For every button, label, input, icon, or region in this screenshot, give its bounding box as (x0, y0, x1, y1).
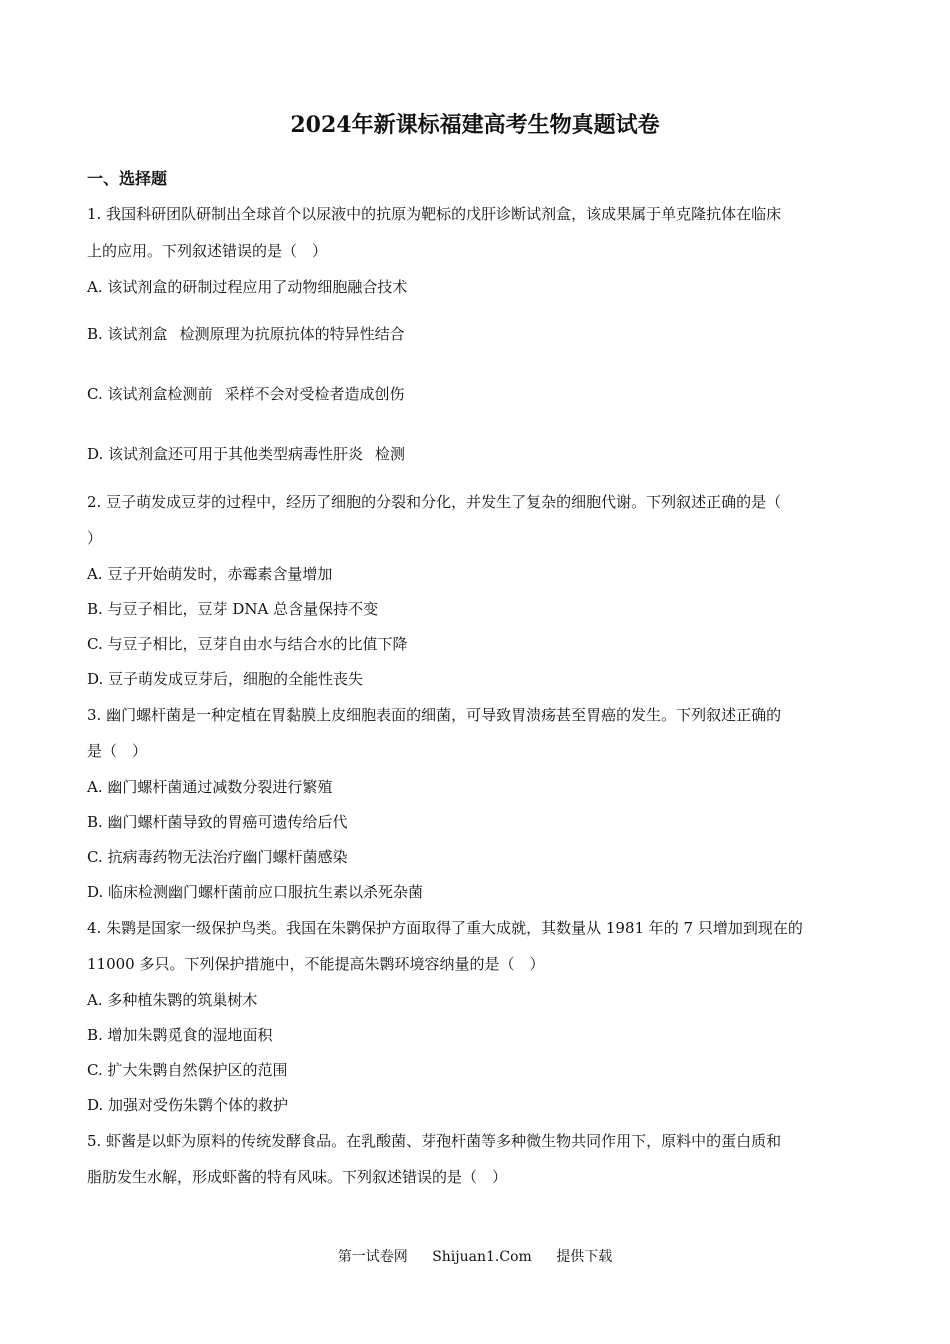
q1-option-c-part-1: C. 该试剂盒检测前 (87, 385, 213, 403)
q4-option-a: A. 多种植朱鹮的筑巢树木 (87, 991, 258, 1009)
q1-option-b-part-2: 检测原理为抗原抗体的特异性结合 (179, 325, 405, 343)
q4-stem-line-2: 11000 多只。下列保护措施中，不能提高朱鹮环境容纳量的是（ ） (87, 955, 545, 973)
q5-stem-line-2: 脂肪发生水解，形成虾酱的特有风味。下列叙述错误的是（ ） (87, 1168, 508, 1186)
q1-stem-line-2: 上的应用。下列叙述错误的是（ ） (87, 242, 328, 260)
q3-stem-line-1: 3. 幽门螺杆菌是一种定植在胃黏膜上皮细胞表面的细菌，可导致胃溃疡甚至胃癌的发生。下列叙述正确的 (87, 706, 782, 724)
page-footer (0, 1246, 950, 1266)
q4-option-b: B. 增加朱鹮觅食的湿地面积 (87, 1026, 273, 1044)
q5-stem-line-1: 5. 虾酱是以虾为原料的传统发酵食品。在乳酸菌、芽孢杆菌等多种微生物共同作用下，原料中的蛋白质和 (87, 1132, 782, 1150)
q1-option-d-part-1: D. 该试剂盒还可用于其他类型病毒性肝炎 (87, 445, 364, 463)
q2-option-c: C. 与豆子相比，豆芽自由水与结合水的比值下降 (87, 635, 408, 653)
q4-option-c: C. 扩大朱鹮自然保护区的范围 (87, 1061, 288, 1079)
page-title: 2024年新课标福建高考生物真题试卷 (290, 112, 660, 138)
footer-site-name: 第一试卷网 (337, 1249, 408, 1265)
q4-option-d: D. 加强对受伤朱鹮个体的救护 (87, 1096, 289, 1114)
q1-stem-line-1: 1. 我国科研团队研制出全球首个以尿液中的抗原为靶标的戊肝诊断试剂盒，该成果属于单克隆抗体在临床 (87, 205, 782, 223)
q2-option-a: A. 豆子开始萌发时，赤霉素含量增加 (87, 565, 333, 583)
q1-option-c-part-2: 采样不会对受检者造成创伤 (224, 385, 405, 403)
q1-option-b-part-1: B. 该试剂盒 (87, 325, 168, 343)
q2-option-b: B. 与豆子相比，豆芽 DNA 总含量保持不变 (87, 600, 379, 618)
q3-option-b: B. 幽门螺杆菌导致的胃癌可遗传给后代 (87, 813, 348, 831)
q1-option-c (87, 383, 405, 404)
q1-option-d-part-2: 检测 (375, 445, 406, 463)
q1-option-b (87, 323, 405, 344)
q1-option-a: A. 该试剂盒的研制过程应用了动物细胞融合技术 (87, 278, 408, 296)
q3-option-c: C. 抗病毒药物无法治疗幽门螺杆菌感染 (87, 848, 348, 866)
q2-stem-line-1: 2. 豆子萌发成豆芽的过程中，经历了细胞的分裂和分化，并发生了复杂的细胞代谢。下列叙述正确的是（ (87, 493, 782, 511)
footer-note: 提供下载 (556, 1249, 613, 1265)
q3-stem-line-2: 是（ ） (87, 742, 148, 760)
q1-option-d (87, 443, 405, 464)
q3-option-d: D. 临床检测幽门螺杆菌前应口服抗生素以杀死杂菌 (87, 883, 424, 901)
q4-stem-line-1: 4. 朱鹮是国家一级保护鸟类。我国在朱鹮保护方面取得了重大成就，其数量从 1981 年的 7 只增加到现在的 (87, 919, 803, 937)
q2-stem-line-2: ） (87, 529, 103, 547)
q2-option-d: D. 豆子萌发成豆芽后，细胞的全能性丧失 (87, 670, 364, 688)
q3-option-a: A. 幽门螺杆菌通过减数分裂进行繁殖 (87, 778, 333, 796)
footer-domain: Shijuan1.Com (432, 1249, 532, 1265)
section-title: 一、选择题 (87, 169, 168, 188)
